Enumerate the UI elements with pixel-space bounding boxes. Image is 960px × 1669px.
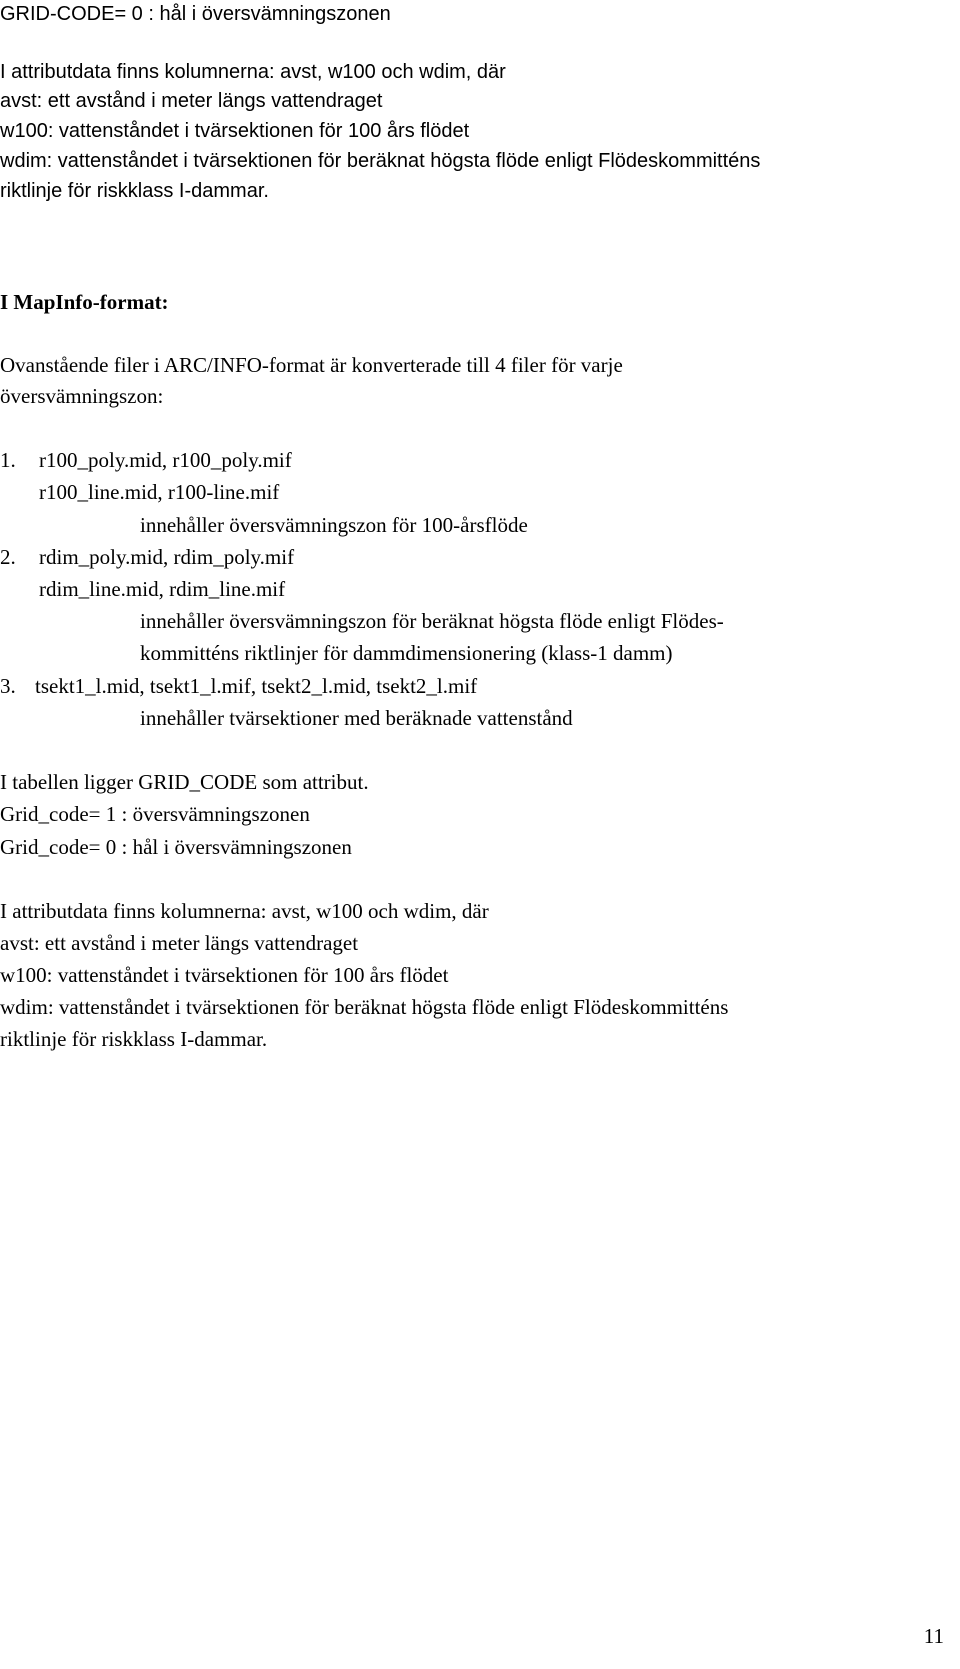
- attr-wdim-line-1: wdim: vattenståndet i tvärsektionen för beräknat högsta flöde enligt Flödeskommitténs: [0, 150, 761, 172]
- mapinfo-intro-line-2: översvämningszon:: [0, 384, 164, 408]
- list-item-files: tsekt1_l.mid, tsekt1_l.mif, tsekt2_l.mid, tsekt2_l.mif: [35, 674, 478, 698]
- attr-avst-line: avst: ett avstånd i meter längs vattendraget: [0, 90, 383, 112]
- bottom-attr-wdim-2: riktlinje för riskklass I-dammar.: [0, 1027, 268, 1051]
- list-item-files: r100_line.mid, r100-line.mif: [39, 480, 280, 504]
- attr-intro-line: I attributdata finns kolumnerna: avst, w100 och wdim, där: [0, 61, 506, 83]
- page-number: 11: [923, 1624, 944, 1648]
- list-item-files: rdim_poly.mid, rdim_poly.mif: [39, 545, 295, 569]
- list-item-files: r100_poly.mid, r100_poly.mif: [39, 448, 292, 472]
- grid-code-zero-line: GRID-CODE= 0 : hål i översvämningszonen: [0, 3, 391, 25]
- bottom-attr-wdim-1: wdim: vattenståndet i tvärsektionen för beräknat högsta flöde enligt Flödeskommitténs: [0, 995, 729, 1019]
- list-item-number: 1.: [0, 448, 16, 472]
- list-item-description: kommitténs riktlinjer för dammdimensionering (klass-1 damm): [140, 641, 673, 665]
- grid-code-zero: Grid_code= 0 : hål i översvämningszonen: [0, 835, 352, 859]
- bottom-attr-w100: w100: vattenståndet i tvärsektionen för 100 års flödet: [0, 963, 449, 987]
- list-item-files: rdim_line.mid, rdim_line.mif: [39, 577, 286, 601]
- mapinfo-intro-line-1: Ovanstående filer i ARC/INFO-format är konverterade till 4 filer för varje: [0, 353, 623, 377]
- list-item-number: 3.: [0, 674, 16, 698]
- list-item-description: innehåller översvämningszon för 100-årsflöde: [140, 513, 528, 537]
- list-item-description: innehåller tvärsektioner med beräknade vattenstånd: [140, 706, 573, 730]
- bottom-attr-avst: avst: ett avstånd i meter längs vattendraget: [0, 931, 359, 955]
- grid-code-one: Grid_code= 1 : översvämningszonen: [0, 802, 310, 826]
- attr-wdim-line-2: riktlinje för riskklass I-dammar.: [0, 180, 269, 202]
- bottom-attr-intro: I attributdata finns kolumnerna: avst, w100 och wdim, där: [0, 899, 489, 923]
- list-item-number: 2.: [0, 545, 16, 569]
- table-intro: I tabellen ligger GRID_CODE som attribut.: [0, 770, 369, 794]
- list-item-description: innehåller översvämningszon för beräknat högsta flöde enligt Flödes-: [140, 609, 724, 633]
- attr-w100-line: w100: vattenståndet i tvärsektionen för 100 års flödet: [0, 120, 470, 142]
- mapinfo-heading: I MapInfo-format:: [0, 290, 169, 314]
